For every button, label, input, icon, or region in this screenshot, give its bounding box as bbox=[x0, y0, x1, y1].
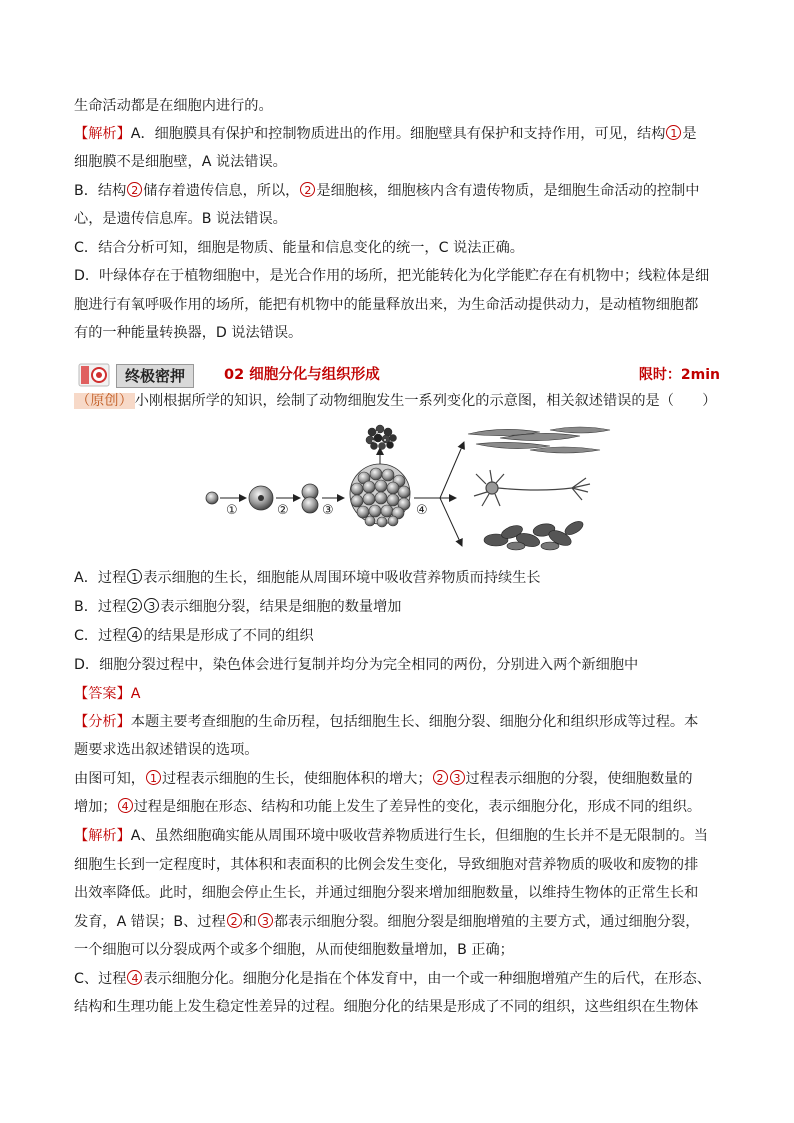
analysis-line: 【解析】A、虽然细胞确实能从周围环境中吸收营养物质进行生长，但细胞的生长并不是无限制的。当 bbox=[74, 828, 708, 844]
step-label: ③ bbox=[322, 503, 334, 518]
analysis-line: 【解析】A．细胞膜具有保护和控制物质进出的作用。细胞壁具有保护和支持作用，可见，结构 1 是 bbox=[74, 126, 697, 142]
analysis-line: 心，是遗传信息库。B 说法错误。 bbox=[74, 211, 287, 227]
analysis-line: 胞进行有氧呼吸作用的场所，能把有机物中的能量释放出来，为生命活动提供动力，是动植物细胞都 bbox=[74, 297, 699, 313]
blood-cells bbox=[484, 519, 585, 550]
analysis-line: 细胞膜不是细胞壁，A 说法错误。 bbox=[74, 154, 287, 170]
paragraph-line: 生命活动都是在细胞内进行的。 bbox=[74, 98, 273, 114]
analysis-line: 【分析】本题主要考查细胞的生命历程，包括细胞生长、细胞分裂、细胞分化和组织形成等过程。本 bbox=[74, 714, 699, 730]
circled-number: 2 bbox=[127, 598, 142, 613]
answer-value: A bbox=[130, 686, 141, 702]
circled-number: 1 bbox=[127, 569, 142, 584]
analysis-line: 一个细胞可以分裂成两个或多个细胞，从而使细胞数量增加，B 正确； bbox=[74, 942, 514, 958]
option-b: B．过程 2 3 表示细胞分裂，结果是细胞的数量增加 bbox=[74, 599, 402, 615]
answer-line bbox=[74, 684, 734, 704]
fenxi-tag: 【分析】 bbox=[74, 714, 131, 730]
circled-number: 2 bbox=[127, 182, 142, 197]
analysis-line: 题要求选出叙述错误的选项。 bbox=[74, 742, 259, 758]
banner-tag: 终极密押 bbox=[116, 364, 194, 388]
analysis-line: 结构和生理功能上发生稳定性差异的过程。细胞分化的结果是形成了不同的组织，这些组织在生物体 bbox=[74, 999, 699, 1015]
analysis-line: C．结合分析可知，细胞是物质、能量和信息变化的统一，C 说法正确。 bbox=[74, 240, 524, 256]
target-icon bbox=[78, 362, 112, 388]
analysis-tag: 【解析】 bbox=[74, 126, 131, 142]
analysis-line: 由图可知， 1 过程表示细胞的生长，使细胞体积的增大； 2 3 过程表示细胞的分裂，使细胞数量的 bbox=[74, 771, 693, 787]
original-tag: （原创） bbox=[76, 393, 133, 409]
circled-number: 1 bbox=[146, 770, 161, 785]
circled-number: 3 bbox=[258, 913, 273, 928]
analysis-line: 细胞生长到一定程度时，其体积和表面积的比例会发生变化，导致细胞对营养物质的吸收和废物的排 bbox=[74, 857, 699, 873]
neuron bbox=[474, 470, 590, 506]
analysis-line: B．结构 2 储存着遗传信息，所以， 2 是细胞核，细胞核内含有遗传物质，是细胞生命活动的控制中 bbox=[74, 183, 700, 199]
analysis-line: 发育，A 错误；B、过程 2 和 3 都表示细胞分裂。细胞分裂是细胞增殖的主要方式，通过细胞分裂， bbox=[74, 914, 700, 930]
small-cluster bbox=[366, 425, 397, 450]
time-limit: 限时：2min bbox=[638, 367, 720, 383]
circled-number: 1 bbox=[666, 125, 681, 140]
analysis-line: 有的一种能量转换器，D 说法错误。 bbox=[74, 325, 303, 341]
option-c: C．过程 4 的结果是形成了不同的组织 bbox=[74, 628, 314, 644]
circled-number: 4 bbox=[127, 627, 142, 642]
option-d: D．细胞分裂过程中，染色体会进行复制并均分为完全相同的两份，分别进入两个新细胞中 bbox=[74, 657, 639, 673]
circled-number: 2 bbox=[300, 182, 315, 197]
circled-number: 4 bbox=[127, 970, 142, 985]
circled-number: 2 bbox=[227, 913, 242, 928]
analysis-line: 增加； 4 过程是细胞在形态、结构和功能上发生了差异性的变化，表示细胞分化，形成不同的组织。 bbox=[74, 799, 702, 815]
circled-number: 3 bbox=[450, 770, 465, 785]
analysis-line: D．叶绿体存在于植物细胞中，是光合作用的场所，把光能转化为化学能贮存在有机物中；线粒体是细 bbox=[74, 268, 710, 284]
question-stem: （原创） 小刚根据所学的知识，绘制了动物细胞发生一系列变化的示意图，相关叙述错误的是（ ） bbox=[76, 393, 717, 409]
section-banner bbox=[74, 362, 734, 388]
step-label: ① bbox=[226, 503, 238, 518]
muscle-tissue bbox=[468, 427, 610, 453]
answer-tag: 【答案】 bbox=[74, 686, 131, 702]
cell-change-figure bbox=[200, 422, 620, 558]
cell-cluster bbox=[350, 464, 410, 527]
circled-number: 2 bbox=[433, 770, 448, 785]
analysis-line: 出效率降低。此时，细胞会停止生长，并通过细胞分裂来增加细胞数量，以维持生物体的正常生长和 bbox=[74, 885, 699, 901]
jiexi-tag: 【解析】 bbox=[74, 828, 131, 844]
analysis-line: C、过程 4 表示细胞分化。细胞分化是指在个体发育中，由一个或一种细胞增殖产生的后代，在形态、 bbox=[74, 971, 711, 987]
small-cell bbox=[206, 492, 218, 504]
step-label: ② bbox=[277, 503, 289, 518]
circled-number: 4 bbox=[118, 798, 133, 813]
section-title: 02 细胞分化与组织形成 bbox=[224, 367, 380, 383]
option-a: A．过程 1 表示细胞的生长，细胞能从周围环境中吸收营养物质而持续生长 bbox=[74, 570, 541, 586]
circled-number: 3 bbox=[144, 598, 159, 613]
step-label: ④ bbox=[416, 503, 428, 518]
